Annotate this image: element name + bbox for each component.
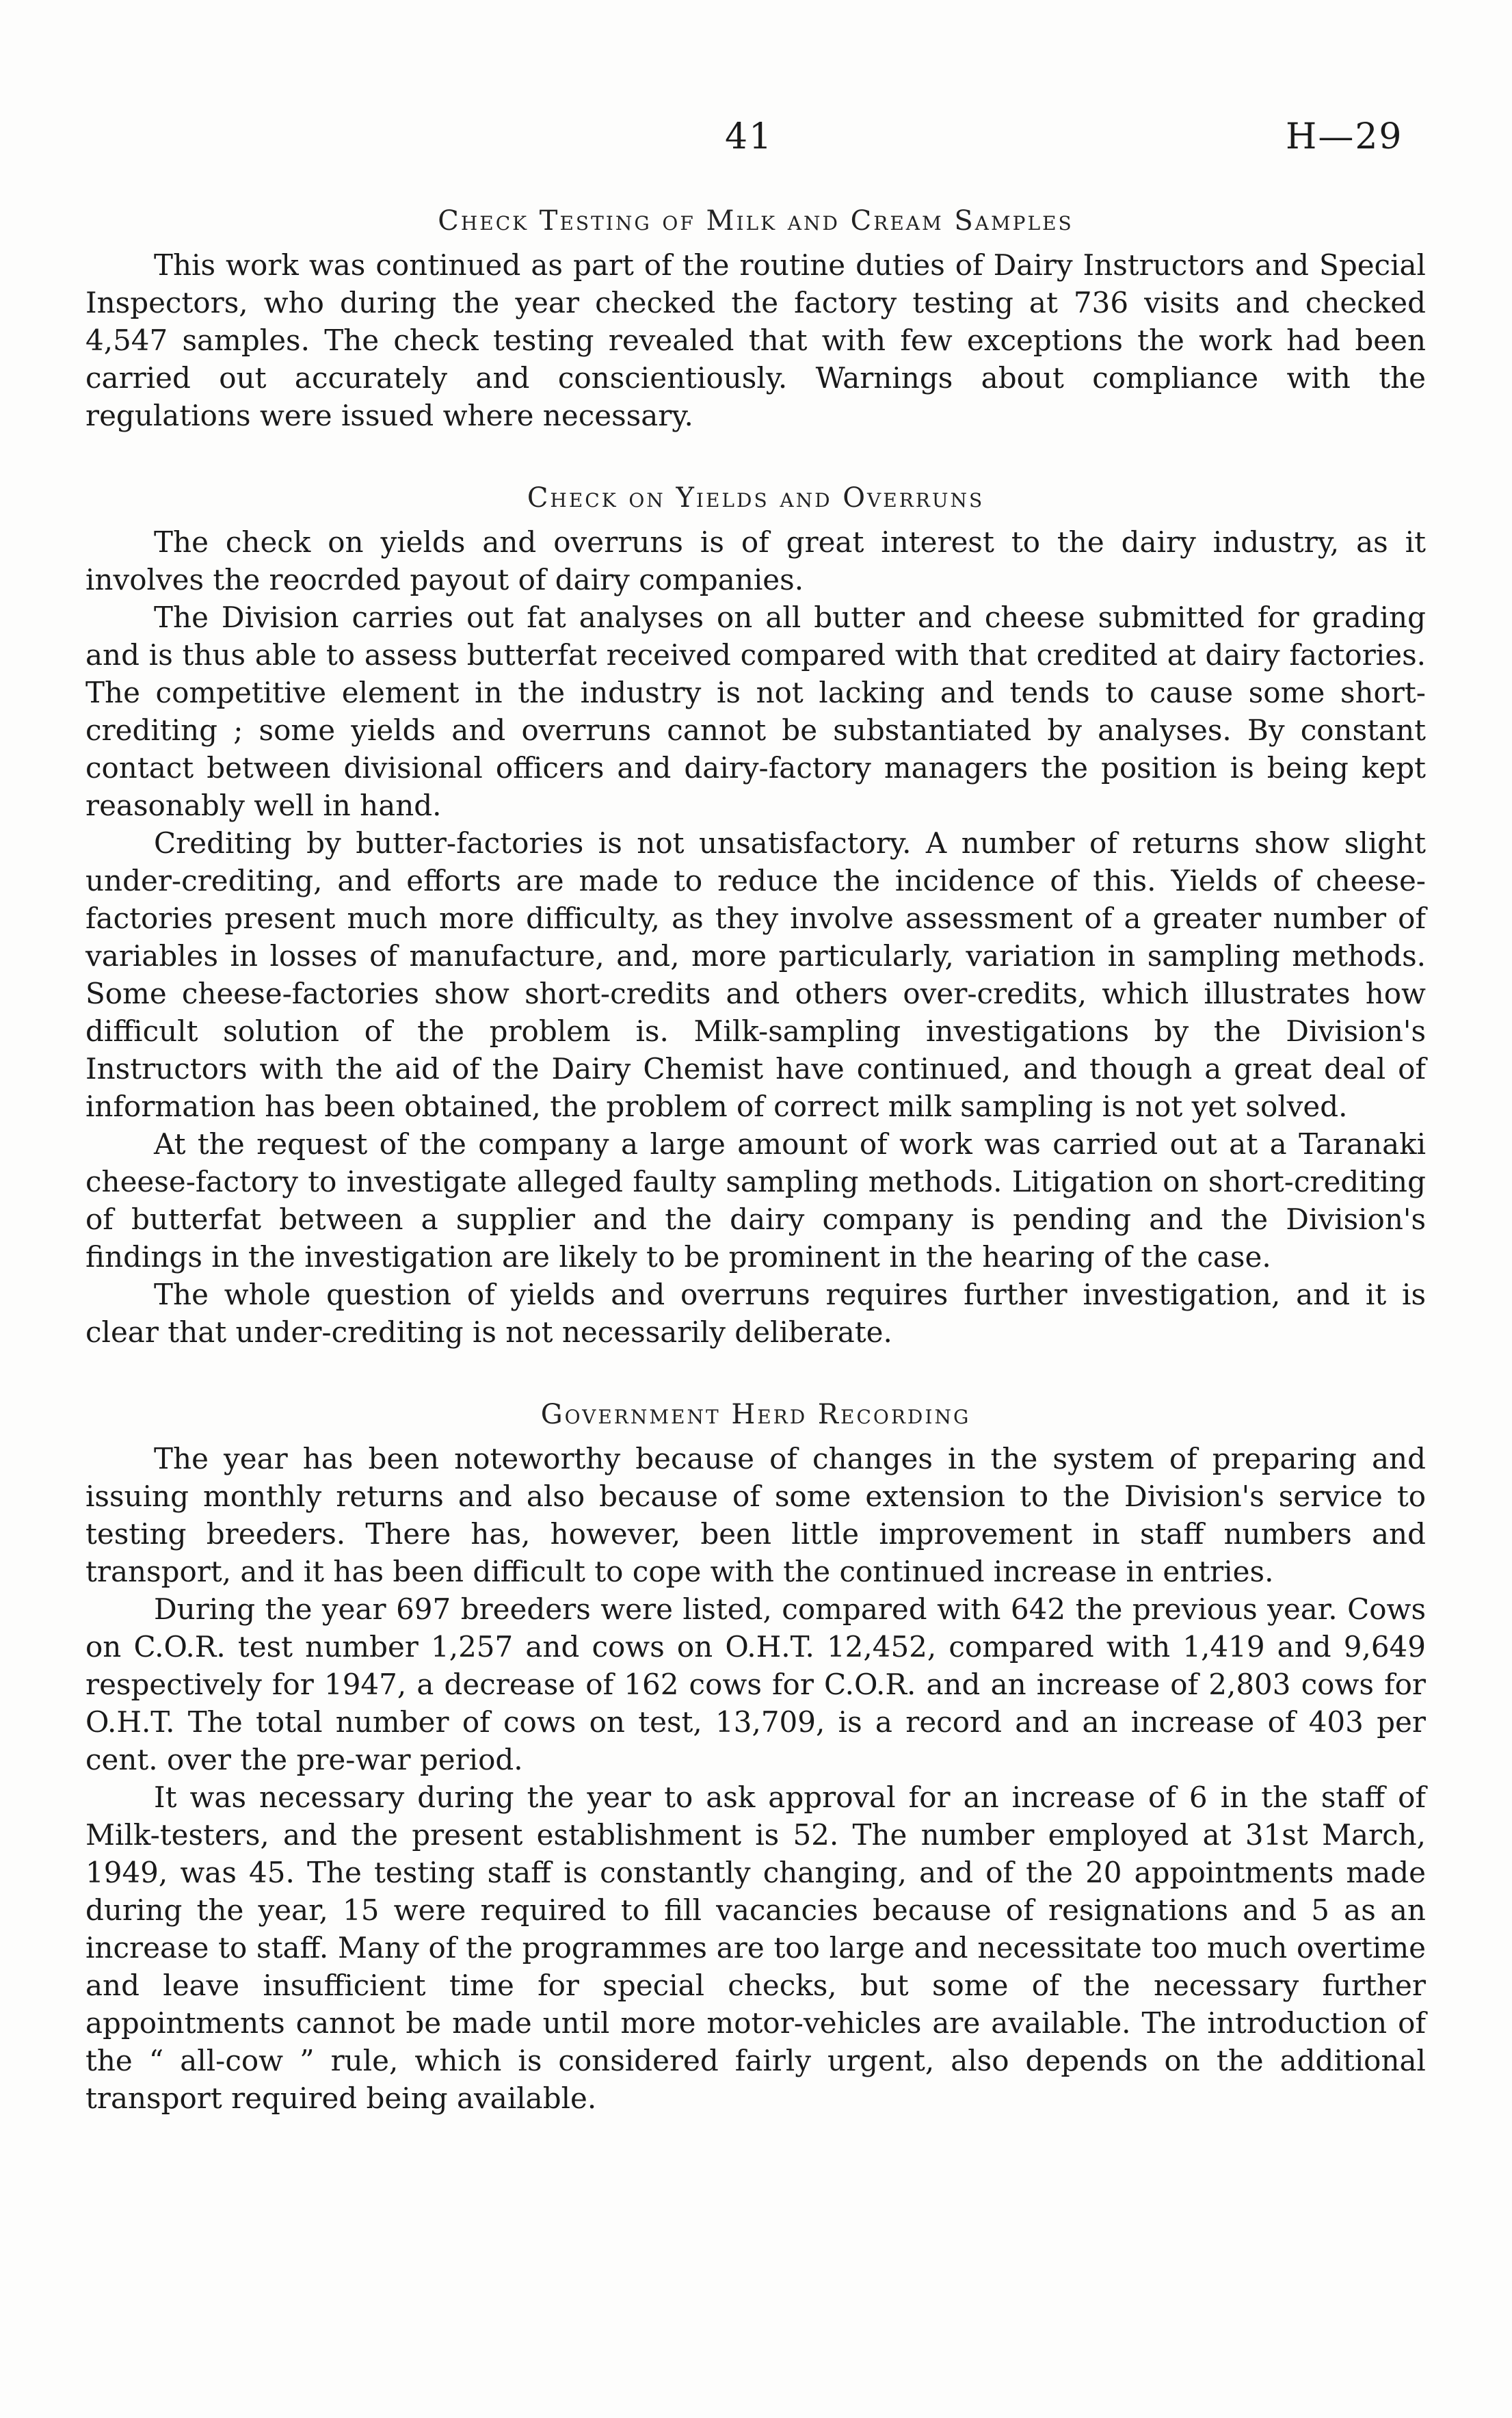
- paragraph: Crediting by butter-factories is not unsatisfactory. A number of returns show slight under-crediting, and efforts are made to reduce the incidence of this. Yields of cheese-factories present much more difficulty, as they involve assessment of a greater number of variables in losses of manufacture, and, more particularly, variation in sampling methods. Some cheese-factories show short-credits and others over-credits, which illustrates how difficult solution of the problem is. Milk-sampling investigations by the Division's Instructors with the aid of the Dairy Chemist have continued, and though a great deal of information has been obtained, the problem of correct milk sampling is not yet solved.: [85, 826, 1426, 1123]
- paragraph: This work was continued as part of the routine duties of Dairy Instructors and Special Inspectors, who during the year checked the factory testing at 736 visits and checked 4,547 samples. The check testing revealed that with few exceptions the work had been carried out accurately and conscientiously. Warnings about compliance with the regulations were issued where necessary.: [85, 248, 1426, 432]
- paragraph: The whole question of yields and overruns requires further investigation, and it is clear that under-crediting is not necessarily deliberate.: [85, 1278, 1426, 1349]
- section-heading: Check Testing of Milk and Cream Samples: [438, 205, 1074, 237]
- paragraph: At the request of the company a large amount of work was carried out at a Taranaki cheese-factory to investigate alleged faulty sampling methods. Litigation on short-crediting of butterfat between a supplier and the dairy company is pending and the Division's findings in the investigation are likely to be prominent in the hearing of the case.: [85, 1127, 1426, 1274]
- paragraph: The check on yields and overruns is of great interest to the dairy industry, as it involves the reocrded payout of dairy companies.: [85, 525, 1426, 596]
- section-heading: Check on Yields and Overruns: [527, 482, 985, 514]
- paragraph: It was necessary during the year to ask approval for an increase of 6 in the staff of Milk-testers, and the present establishment is 52. The number employed at 31st March, 1949, was 45. The testing staff is constantly changing, and of the 20 appointments made during the year, 15 were required to fill vacancies because of resignations and 5 as an increase to staff. Many of the programmes are too large and necessitate too much overtime and leave insufficient time for special checks, but some of the necessary further appointments cannot be made until more motor-vehicles are available. The introduction of the “ all-cow ” rule, which is considered fairly urgent, also depends on the additional transport required being available.: [85, 1780, 1426, 2115]
- section-check-testing: [85, 205, 1426, 434]
- section-herd-recording: [85, 1399, 1426, 2117]
- document-reference: H—29: [1286, 116, 1403, 157]
- page-header: [0, 116, 1512, 171]
- page-body: [85, 205, 1426, 2165]
- section-yields-overruns: [85, 482, 1426, 1351]
- paragraph: During the year 697 breeders were listed, compared with 642 the previous year. Cows on C.O.R. test number 1,257 and cows on O.H.T. 12,452, compared with 1,419 and 9,649 respectively for 1947, a decrease of 162 cows for C.O.R. and an increase of 2,803 cows for O.H.T. The total number of cows on test, 13,709, is a record and an increase of 403 per cent. over the pre-war period.: [85, 1592, 1426, 1776]
- paragraph: The year has been noteworthy because of changes in the system of preparing and issuing monthly returns and also because of some extension to the Division's service to testing breeders. There has, however, been little improvement in staff numbers and transport, and it has been difficult to cope with the continued increase in entries.: [85, 1442, 1426, 1588]
- page-number: 41: [725, 116, 773, 157]
- section-heading: Government Herd Recording: [540, 1399, 971, 1430]
- paragraph: The Division carries out fat analyses on all butter and cheese submitted for grading and is thus able to assess butterfat received compared with that credited at dairy factories. The competitive element in the industry is not lacking and tends to cause some short-crediting ; some yields and overruns cannot be substantiated by analyses. By constant contact between divisional officers and dairy-factory managers the position is being kept reasonably well in hand.: [85, 601, 1426, 822]
